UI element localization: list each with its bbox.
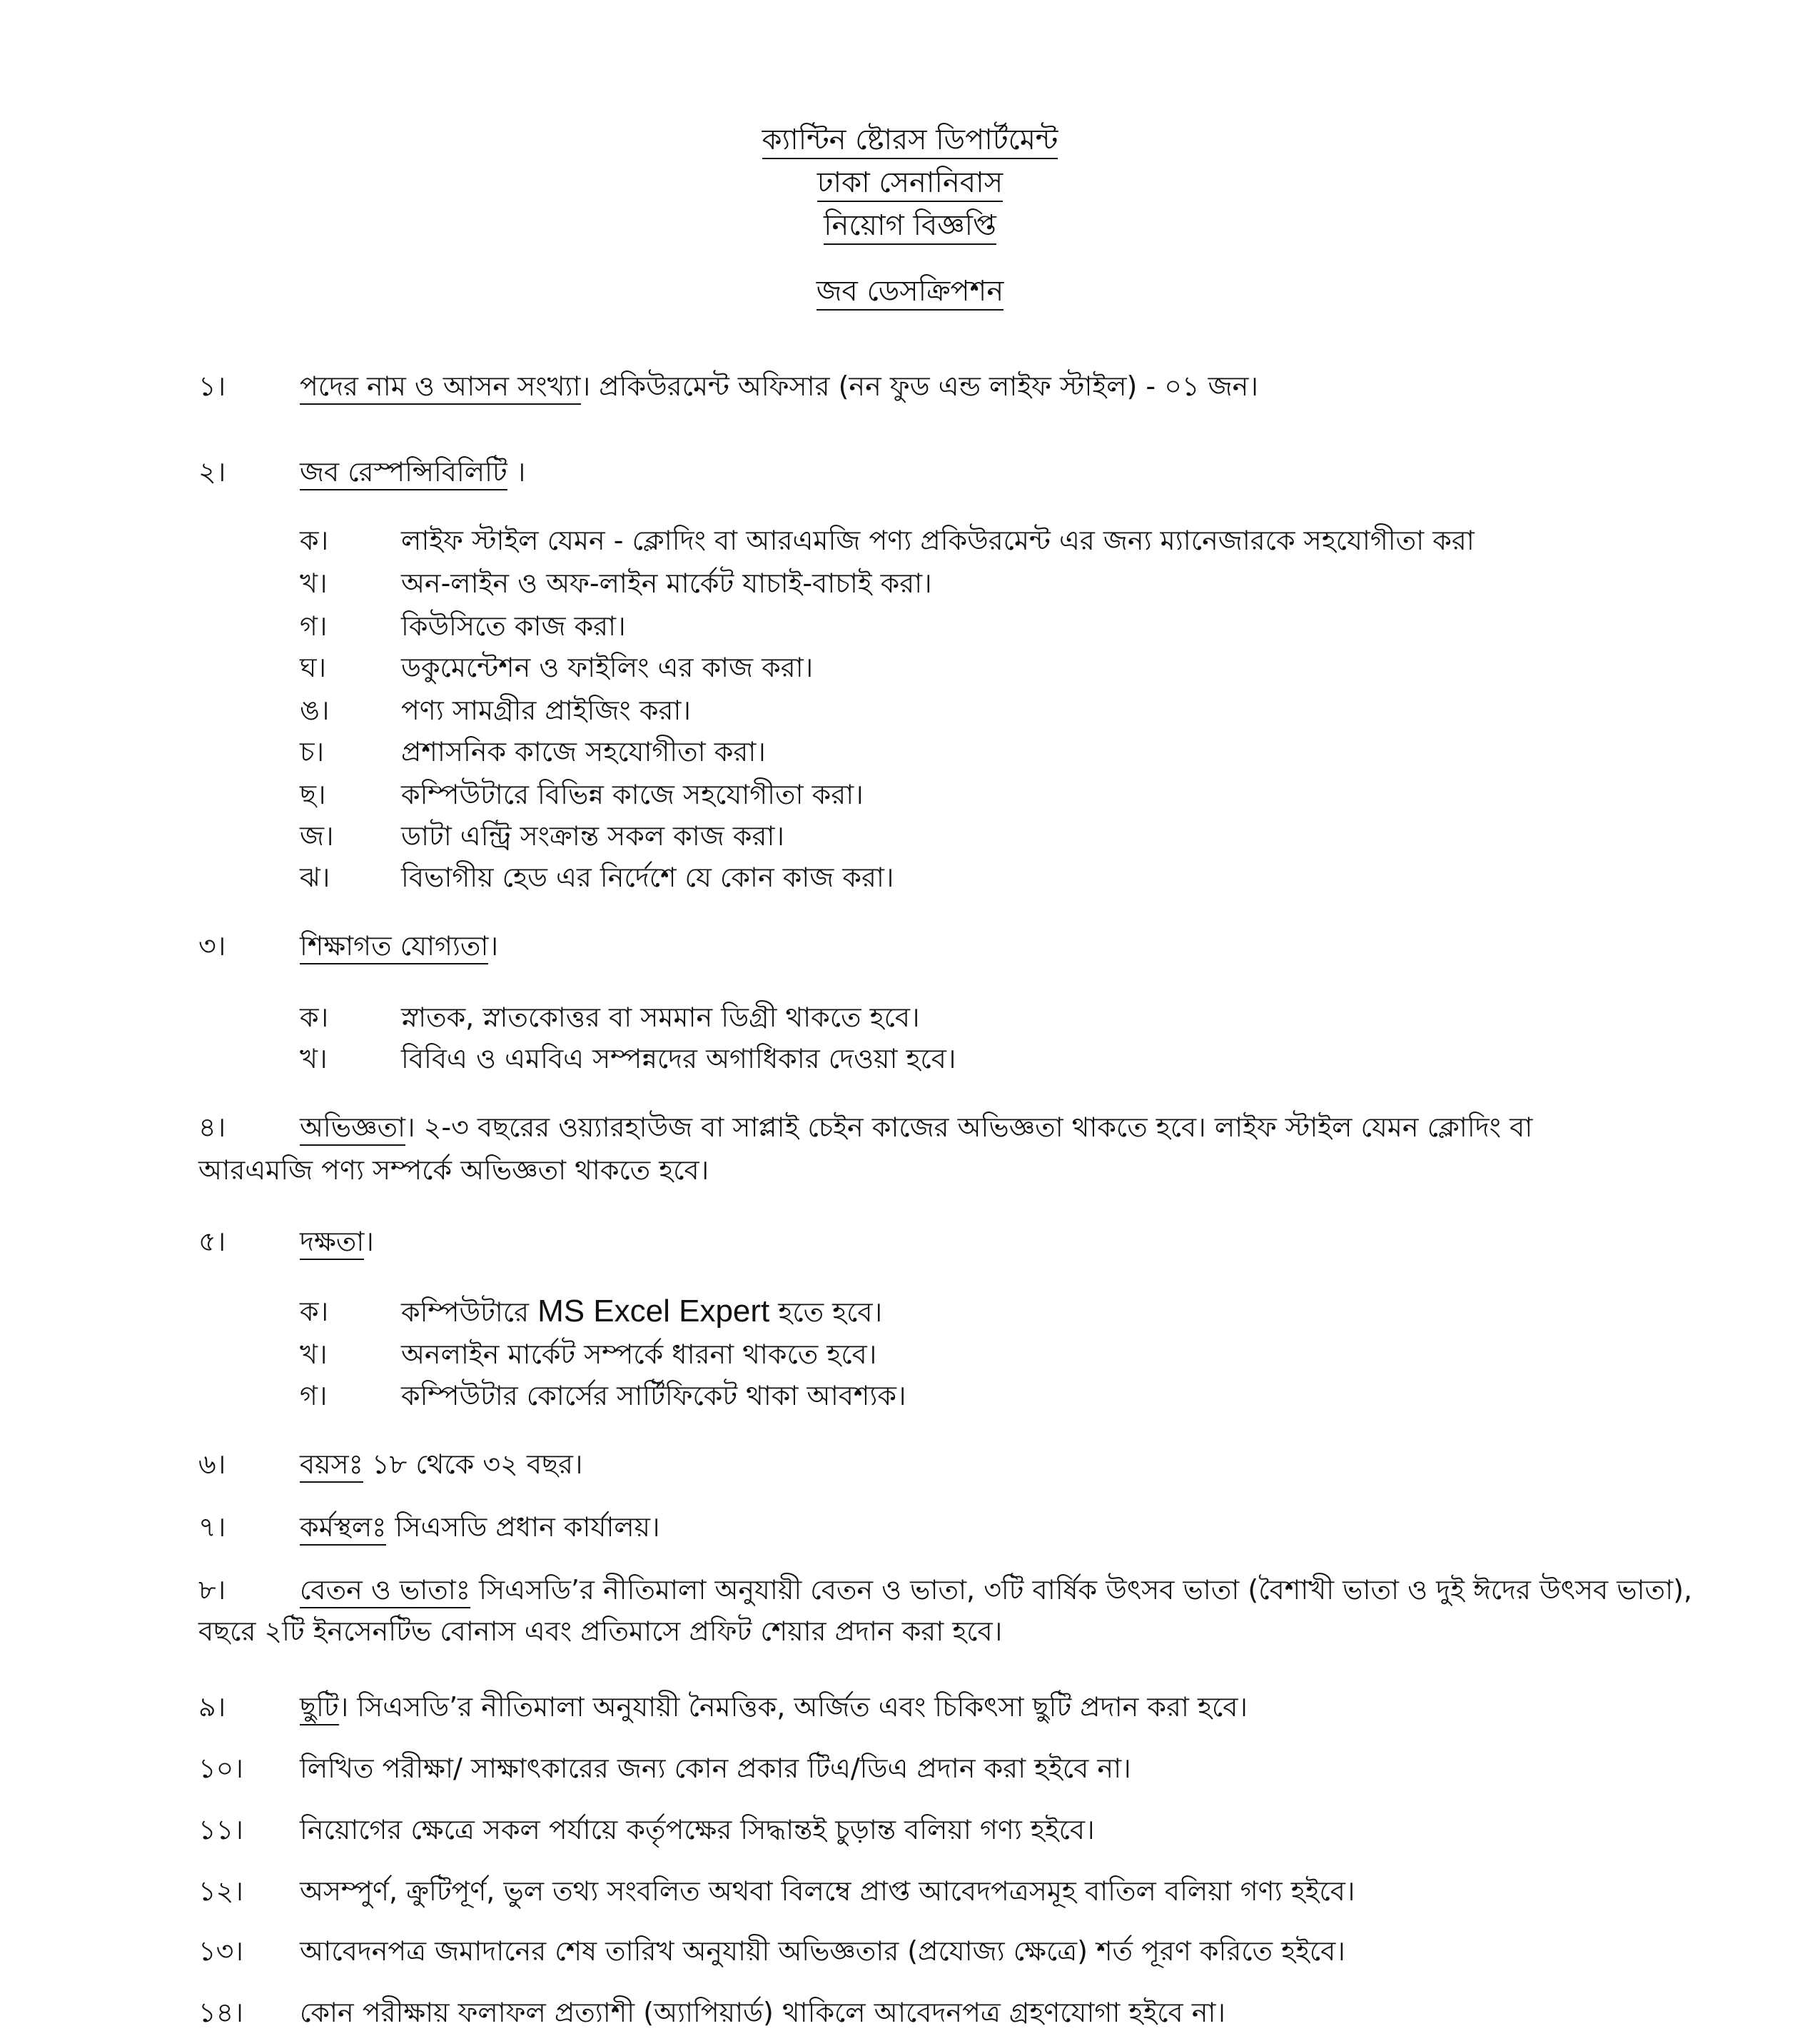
section-title: জব রেস্পন্সিবিলিটি [300,456,507,490]
section-number: ৮। [198,1574,226,1606]
section-number: ১১। [198,1814,243,1845]
section-8-line [300,1571,1692,1609]
org-name: ক্যান্টিন ষ্টোরস ডিপার্টমেন্ট [0,120,1820,160]
section-text: । ২-৩ বছরের ওয়্যারহাউজ বা সাপ্লাই চেইন কাজের অভিজ্ঞতা থাকতে হবে। লাইফ স্টাইল যেমন ক্লোদিং বা [405,1112,1533,1143]
section-title: কর্মস্থলঃ [300,1511,386,1546]
section-title: দক্ষতা [300,1226,364,1260]
section-text: । সিএসডি’র নীতিমালা অনুযায়ী নৈমত্তিক, অর্জিত এবং চিকিৎসা ছুটি প্রদান করা হবে। [338,1691,1248,1723]
section-number: ৭। [198,1511,226,1543]
section-3-line: শিক্ষাগত যোগ্যতা। [300,927,498,965]
section-title: বয়সঃ [300,1448,363,1483]
section-number: ১৪। [198,1997,243,2028]
section-9-line [300,1688,1248,1726]
section-text: আবেদনপত্র জমাদানের শেষ তারিখ অনুযায়ী অভিজ্ঞতার (প্রযোজ্য ক্ষেত্রে) শর্ত পূরণ করিতে হইবে। [300,1935,1345,1967]
section-title: অভিজ্ঞতা [300,1112,405,1146]
section-6-line [300,1445,583,1483]
section-text: অসম্পুর্ণ, ক্রুটিপূর্ণ, ভুল তথ্য সংবলিত অথবা বিলম্বে প্রাপ্ত আবেদপত্রসমূহ বাতিল বলিয়া গণ্য হইবে। [300,1875,1355,1907]
section-number: ২। [198,456,226,488]
section-number: ৬। [198,1448,226,1480]
section-number: ১০। [198,1753,243,1784]
section-7-line [300,1508,660,1546]
section-number: ১। [198,371,226,402]
section-2-line: জব রেস্পন্সিবিলিটি । [300,453,525,491]
section-number: ১২। [198,1875,243,1907]
section-5-line: দক্ষতা। [300,1222,374,1261]
job-description-title: জব ডেসক্রিপশন [0,271,1820,311]
section-4-line [300,1108,1532,1147]
section-title: শিক্ষাগত যোগ্যতা [300,930,488,964]
section-number: ৫। [198,1226,226,1257]
section-number: ৪। [198,1112,226,1143]
notice-title: নিয়োগ বিজ্ঞপ্তি [0,206,1820,246]
section-text: সিএসডি প্রধান কার্যালয়। [386,1511,660,1543]
section-text: নিয়োগের ক্ষেত্রে সকল পর্যায়ে কর্তৃপক্ষের সিদ্ধান্তই চুড়ান্ত বলিয়া গণ্য হইবে। [300,1814,1095,1845]
document-page: ক্যান্টিন ষ্টোরস ডিপার্টমেন্ট ঢাকা সেনানিবাস নিয়োগ বিজ্ঞপ্তি জব ডেসক্রিপশন ১। পদের নাম ও আসন সংখ্যা। প্রকিউরমেন্ট অফিসার (নন ফুড এন্ড লাইফ স্টাইল) - ০১ জন। ২। জব রেস্পন্সিবিলিটি । ক। লাইফ স্টাইল যেমন - ক্লোদিং বা আরএমজি পণ্য প্রকিউরমেন্ট এর জন্য ম্যানেজারকে সহযোগীতা করা খ। অন-লাইন ও অফ-লাইন মার্কেট যাচাই-বাচাই করা। গ। কিউসিতে কাজ করা। ঘ। ডকুমেন্টেশন ও ফাইলিং এর কাজ করা। ঙ। পণ্য সামগ্রীর প্রাইজিং করা। চ। প্রশাসনিক কাজে সহযোগীতা করা। ছ। কম্পিউটারে বিভিন্ন কাজে সহযোগীতা করা। জ। ডাটা এন্ট্রি সংক্রান্ত সকল কাজ করা। ঝ। বিভাগীয় হেড এর নির্দেশে যে কোন কাজ করা। ৩। শিক্ষাগত যোগ্যতা। ক। স্নাতক, স্নাতকোত্তর বা সমমান ডিগ্রী থাকতে হবে। খ। বিবিএ ও এমবিএ সম্পন্নদের অগাধিকার দেওয়া হবে। ৪। অভিজ্ঞতা। ২-৩ বছরের ওয়্যারহাউজ বা সাপ্লাই চেইন কাজের অভিজ্ঞতা থাকতে হবে। লাইফ স্টাইল যেমন ক্লোদিং বা আরএমজি পণ্য সম্পর্কে অভিজ্ঞতা থাকতে হবে। ৫। দক্ষতা। ক। কম্পিউটারে MS Excel Expert হতে হবে। খ। অনলাইন মার্কেট সম্পর্কে ধারনা থাকতে হবে। গ। কম্পিউটার কোর্সের সার্টিফিকেট থাকা আবশ্যক। ৬। বয়সঃ ১৮ থেকে ৩২ বছর। ৭। কর্মস্থলঃ সিএসডি প্রধান কার্যালয়। ৮। বেতন ও ভাতাঃ সিএসডি’র নীতিমালা অনুযায়ী বেতন ও ভাতা, ৩টি বার্ষিক উৎসব ভাতা (বৈশাখী ভাতা ও দুই ঈদের উৎসব ভাতা), বছরে ২টি ইনসেনটিভ বোনাস এবং প্রতিমাসে প্রফিট শেয়ার প্রদান করা হবে। ৯। ছুটি। সিএসডি’র নীতিমালা অনুযায়ী নৈমত্তিক, অর্জিত এবং চিকিৎসা ছুটি প্রদান করা হবে। ১০। লিখিত পরীক্ষা/ সাক্ষাৎকারের জন্য কোন প্রকার টিএ/ডিএ প্রদান করা হইবে না। ১১। নিয়োগের ক্ষেত্রে সকল পর্যায়ে কর্তৃপক্ষের সিদ্ধান্তই চুড়ান্ত বলিয়া গণ্য হইবে। ১২। অসম্পুর্ণ, ক্রুটিপূর্ণ, ভুল তথ্য সংবলিত অথবা বিলম্বে প্রাপ্ত আবেদপত্রসমূহ বাতিল বলিয়া গণ্য হইবে। ১৩। আবেদনপত্র জমাদানের শেষ তারিখ অনুযায়ী অভিজ্ঞতার (প্রযোজ্য ক্ষেত্রে) শর্ত পূরণ করিতে হইবে। ১৪। কোন পরীক্ষায় ফলাফল প্রত্যাশী (অ্যাপিয়ার্ড) থাকিলে আবেদনপত্র গ্রহণযোগা হইবে না। [0,0,1820,2041]
section-title: ছুটি [300,1691,339,1725]
section-1-line [300,367,1258,405]
section-title: বেতন ও ভাতাঃ [300,1574,470,1608]
section-number: ৯। [198,1691,226,1723]
section-text: । প্রকিউরমেন্ট অফিসার (নন ফুড এন্ড লাইফ স্টাইল) - ০১ জন। [580,371,1258,402]
section-text: কোন পরীক্ষায় ফলাফল প্রত্যাশী (অ্যাপিয়ার্ড) থাকিলে আবেদনপত্র গ্রহণযোগা হইবে না। [300,1997,1225,2028]
section-number: ১৩। [198,1935,243,1967]
section-title: পদের নাম ও আসন সংখ্যা [300,371,581,405]
section-number: ৩। [198,930,226,962]
section-text: সিএসডি’র নীতিমালা অনুযায়ী বেতন ও ভাতা, ৩টি বার্ষিক উৎসব ভাতা (বৈশাখী ভাতা ও দুই ঈদের উৎসব ভাতা), [470,1574,1692,1606]
section-text: লিখিত পরীক্ষা/ সাক্ষাৎকারের জন্য কোন প্রকার টিএ/ডিএ প্রদান করা হইবে না। [300,1753,1131,1784]
location: ঢাকা সেনানিবাস [0,163,1820,203]
section-text: ১৮ থেকে ৩২ বছর। [363,1448,583,1480]
